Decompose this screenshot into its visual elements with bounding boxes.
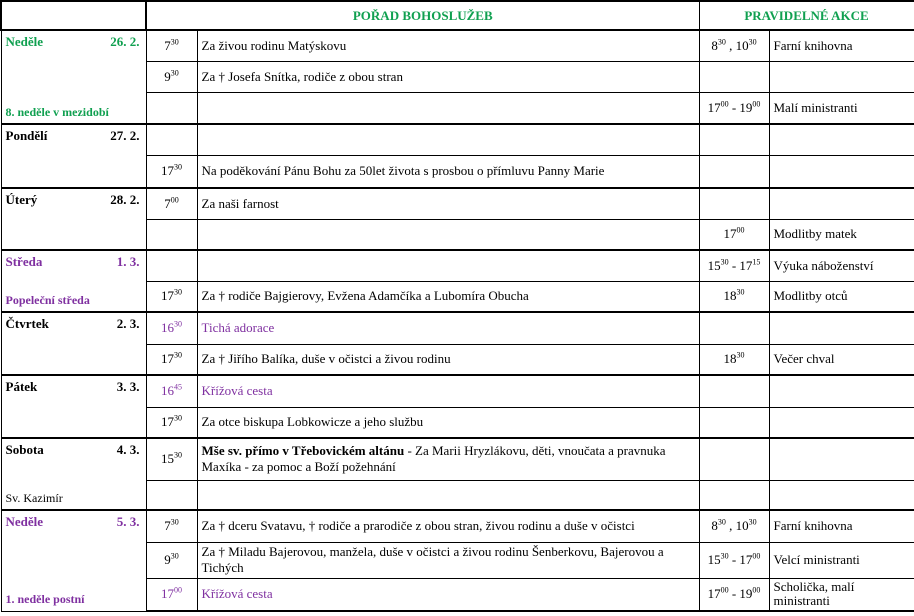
mass-time: $9^{30}$ xyxy=(146,542,197,578)
mass-time xyxy=(146,124,197,155)
mass-intention xyxy=(197,155,699,188)
events-title: PRAVIDELNÉ AKCE xyxy=(699,1,914,30)
intention-text: Na poděkování Pánu Bohu za 50let života s prosbou o přímluvu Panny Marie xyxy=(201,163,605,179)
event-time: $18^{30}$ xyxy=(699,281,769,312)
mass-intention xyxy=(197,281,699,312)
mass-time: $7^{30}$ xyxy=(146,510,197,542)
event-name xyxy=(769,312,914,344)
day-name: Pondělí xyxy=(5,128,48,143)
day-name: Středa xyxy=(5,254,43,269)
event-time: $8^{30}$ , $10^{30}$ xyxy=(699,510,769,542)
mass-time: $9^{30}$ xyxy=(146,61,197,92)
header-row xyxy=(1,1,914,30)
mass-intention xyxy=(197,375,699,407)
mass-intention xyxy=(197,510,699,542)
day-date: 5. 3. xyxy=(116,514,140,530)
mass-time: $17^{30}$ xyxy=(146,407,197,438)
event-name: Velcí ministranti xyxy=(769,542,914,578)
day-name: Pátek xyxy=(5,379,38,394)
schedule-row xyxy=(1,375,914,407)
event-time: $15^{30} - 17^{00}$ xyxy=(699,542,769,578)
event-time xyxy=(699,438,769,480)
mass-intention xyxy=(197,219,699,250)
event-time xyxy=(699,480,769,510)
day-date: 4. 3. xyxy=(116,442,140,457)
event-name: Scholička, malí ministranti xyxy=(769,578,914,611)
intention-text: Křížová cesta xyxy=(201,586,273,602)
intention-text: Za živou rodinu Matýskovu xyxy=(201,37,347,53)
day-cell xyxy=(1,375,146,438)
event-name: Výuka náboženství xyxy=(769,250,914,281)
schedule-row xyxy=(1,438,914,480)
event-time: $17^{00} - 19^{00}$ xyxy=(699,92,769,124)
mass-intention xyxy=(197,407,699,438)
schedule-row xyxy=(1,510,914,542)
mass-time: $17^{30}$ xyxy=(146,281,197,312)
day-cell xyxy=(1,312,146,375)
schedule-row xyxy=(1,30,914,61)
mass-intention xyxy=(197,480,699,510)
intention-text: Za † rodiče Bajgierovy, Evžena Adamčíka a Lubomíra Obucha xyxy=(201,288,529,304)
event-name: Večer chval xyxy=(769,344,914,375)
day-subtitle: Sv. Kazimír xyxy=(5,491,63,505)
event-name: Farní knihovna xyxy=(769,510,914,542)
mass-time: $7^{00}$ xyxy=(146,188,197,219)
event-time: $17^{00} - 19^{00}$ xyxy=(699,578,769,611)
mass-time: $7^{30}$ xyxy=(146,30,197,61)
intention-text: Za † Miladu Bajerovou, manžela, duše v očistci a živou rodinu Šenberkovu, Bajerovou a Tichých xyxy=(201,544,664,575)
event-name xyxy=(769,188,914,219)
mass-time: $15^{30}$ xyxy=(146,438,197,480)
day-name: Neděle xyxy=(5,514,44,530)
services-title: POŘAD BOHOSLUŽEB xyxy=(146,1,699,30)
mass-intention xyxy=(197,344,699,375)
event-time xyxy=(699,375,769,407)
day-date: 26. 2. xyxy=(110,34,140,49)
event-name: Modlitby matek xyxy=(769,219,914,250)
day-date: 1. 3. xyxy=(116,254,140,269)
day-cell xyxy=(1,438,146,510)
intention-bold: Mše sv. přímo v Třebovickém altánu xyxy=(201,443,405,459)
day-cell xyxy=(1,124,146,188)
mass-intention xyxy=(197,61,699,92)
day-name: Neděle xyxy=(5,34,44,49)
event-name xyxy=(769,375,914,407)
day-date: 3. 3. xyxy=(116,379,140,394)
event-time: $17^{00}$ xyxy=(699,219,769,250)
event-time xyxy=(699,61,769,92)
event-name xyxy=(769,438,914,480)
day-cell xyxy=(1,510,146,611)
event-name xyxy=(769,61,914,92)
day-date: 28. 2. xyxy=(110,192,140,207)
day-cell xyxy=(1,250,146,312)
event-time xyxy=(699,124,769,155)
day-subtitle: Popeleční středa xyxy=(5,293,90,307)
event-name xyxy=(769,480,914,510)
mass-time xyxy=(146,480,197,510)
event-name xyxy=(769,155,914,188)
mass-intention xyxy=(197,124,699,155)
mass-time: $17^{30}$ xyxy=(146,155,197,188)
intention-text: Za † dceru Svatavu, † rodiče a prarodiče z obou stran, živou rodinu a duše v očistci xyxy=(201,518,635,534)
day-date: 2. 3. xyxy=(116,316,140,331)
intention-text: Tichá adorace xyxy=(201,320,275,336)
intention-text: Křížová cesta xyxy=(201,383,273,399)
event-time: $8^{30}$ , $10^{30}$ xyxy=(699,30,769,61)
mass-intention xyxy=(197,250,699,281)
intention-text: Za otce biskupa Lobkowicze a jeho službu xyxy=(201,414,424,430)
day-cell xyxy=(1,188,146,250)
event-time: $18^{30}$ xyxy=(699,344,769,375)
mass-time xyxy=(146,250,197,281)
schedule-row xyxy=(1,188,914,219)
day-name: Sobota xyxy=(5,442,44,457)
mass-time: $16^{45}$ xyxy=(146,375,197,407)
intention-text: Za naši farnost xyxy=(201,195,279,211)
event-time xyxy=(699,188,769,219)
header-blank-cell xyxy=(1,1,146,30)
event-time: $15^{30} - 17^{15}$ xyxy=(699,250,769,281)
day-cell xyxy=(1,30,146,124)
event-name: Farní knihovna xyxy=(769,30,914,61)
day-name: Úterý xyxy=(5,192,38,207)
schedule-row xyxy=(1,250,914,281)
event-name: Modlitby otců xyxy=(769,281,914,312)
event-time xyxy=(699,407,769,438)
day-subtitle: 1. neděle postní xyxy=(5,592,85,607)
day-name: Čtvrtek xyxy=(5,316,49,331)
mass-intention xyxy=(197,92,699,124)
event-name xyxy=(769,407,914,438)
mass-intention xyxy=(197,30,699,61)
mass-time: $17^{30}$ xyxy=(146,344,197,375)
intention-text: Za † Josefa Snítka, rodiče z obou stran xyxy=(201,68,403,84)
mass-intention xyxy=(197,188,699,219)
mass-intention xyxy=(197,438,699,480)
mass-time xyxy=(146,92,197,124)
schedule-row xyxy=(1,312,914,344)
intention-text: Za † Jiřího Balíka, duše v očistci a živou rodinu xyxy=(201,351,451,367)
mass-intention xyxy=(197,542,699,578)
event-time xyxy=(699,312,769,344)
day-date: 27. 2. xyxy=(110,128,140,143)
event-name xyxy=(769,124,914,155)
event-time xyxy=(699,155,769,188)
event-name: Malí ministranti xyxy=(769,92,914,124)
day-subtitle: 8. neděle v mezidobí xyxy=(5,105,109,119)
mass-intention xyxy=(197,312,699,344)
mass-intention xyxy=(197,578,699,611)
intention-text: - Za Marii Hryzlákovu, děti, vnoučata a pravnuka Maxíka - za pomoc a Boží požehnání xyxy=(201,443,666,475)
mass-time: $17^{00}$ xyxy=(146,578,197,611)
mass-time: $16^{30}$ xyxy=(146,312,197,344)
schedule-row xyxy=(1,124,914,155)
mass-time xyxy=(146,219,197,250)
